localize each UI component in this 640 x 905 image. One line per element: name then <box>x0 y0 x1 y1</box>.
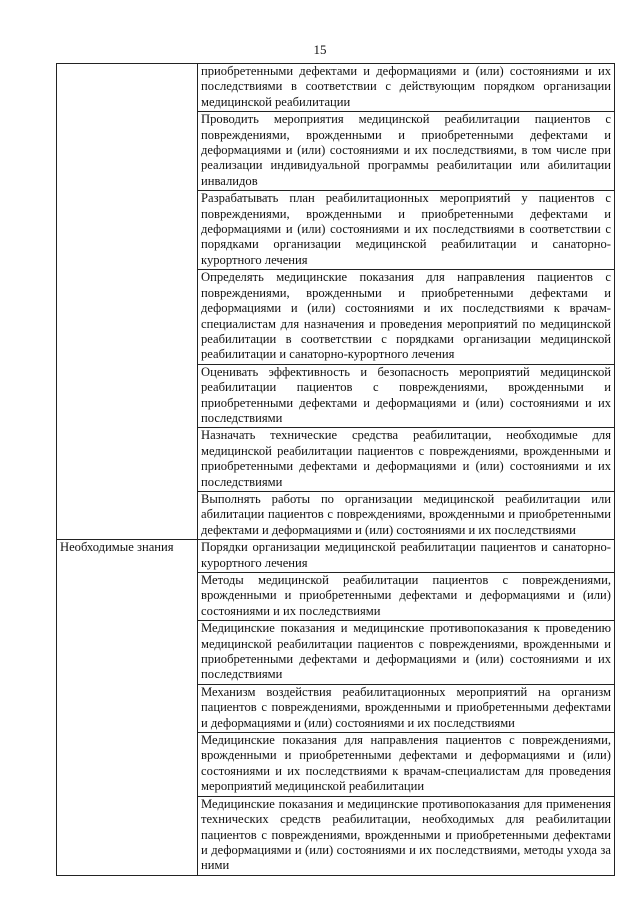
table-row <box>57 540 615 573</box>
row-text: Медицинские показания и медицинские противопоказания для применения технических средств реабилитации, необходимых для реабилитации пациентов с повреждениями, врожденными и приобретенными дефектами и деформациями и (или) состояниями и их последствиями, методы ухода за ними <box>198 796 615 875</box>
row-text: Разрабатывать план реабилитационных мероприятий у пациентов с повреждениями, врожденными и приобретенными дефектами и деформациями и (или) состояниями и их последствиями в соответствии с порядками организации медицинской реабилитации и санаторно-курортного лечения <box>198 191 615 270</box>
row-text: Методы медицинской реабилитации пациентов с повреждениями, врожденными и приобретенными дефектами и деформациями и (или) состояниями и их последствиями <box>198 573 615 621</box>
row-text: Назначать технические средства реабилитации, необходимые для медицинской реабилитации пациентов с повреждениями, врожденными и приобретенными дефектами и деформациями и (или) состояниями и их последствиями <box>198 428 615 492</box>
row-label-skills <box>57 64 198 540</box>
row-text: Медицинские показания для направления пациентов с повреждениями, врожденными и приобретенными дефектами и деформациями и (или) состояниями и их последствиями к врачам-специалистам для проведения мероприятий медицинской реабилитации <box>198 733 615 797</box>
page-number: 15 <box>313 42 327 57</box>
row-text: Медицинские показания и медицинские противопоказания к проведению медицинской реабилитации пациентов с повреждениями, врожденными и приобретенными дефектами и деформациями и (или) состояниями и их последствиями <box>198 621 615 685</box>
row-text: Оценивать эффективность и безопасность мероприятий медицинской реабилитации пациентов с повреждениями, врожденными и приобретенными дефектами и деформациями и (или) состояниями и их последствиями <box>198 364 615 428</box>
row-label-knowledge: Необходимые знания <box>57 540 198 876</box>
requirements-table <box>56 63 615 876</box>
row-text: Механизм воздействия реабилитационных мероприятий на организм пациентов с повреждениями, врожденными и приобретенными дефектами и деформациями и (или) состояниями и их последствиями <box>198 684 615 732</box>
row-text: приобретенными дефектами и деформациями и (или) состояниями и их последствиями в соответствии с действующим порядком организации медицинской реабилитации <box>198 64 615 112</box>
table-row <box>57 64 615 112</box>
row-text: Порядки организации медицинской реабилитации пациентов и санаторно-курортного лечения <box>198 540 615 573</box>
row-text: Выполнять работы по организации медицинской реабилитации или абилитации пациентов с повреждениями, врожденными и приобретенными дефектами и деформациями и (или) состояниями и их последствиями <box>198 491 615 539</box>
row-text: Определять медицинские показания для направления пациентов с повреждениями, врожденными и приобретенными дефектами и деформациями и (или) состояниями и их последствиями к врачам-специалистам для назначения и проведения мероприятий по медицинской реабилитации в соответствии с порядками организации медицинской реабилитации и санаторно-курортного лечения <box>198 270 615 364</box>
row-text: Проводить мероприятия медицинской реабилитации пациентов с повреждениями, врожденными и приобретенными дефектами и деформациями и (или) состояниями и их последствиями, в том числе при реализации индивидуальной программы реабилитации или абилитации инвалидов <box>198 112 615 191</box>
